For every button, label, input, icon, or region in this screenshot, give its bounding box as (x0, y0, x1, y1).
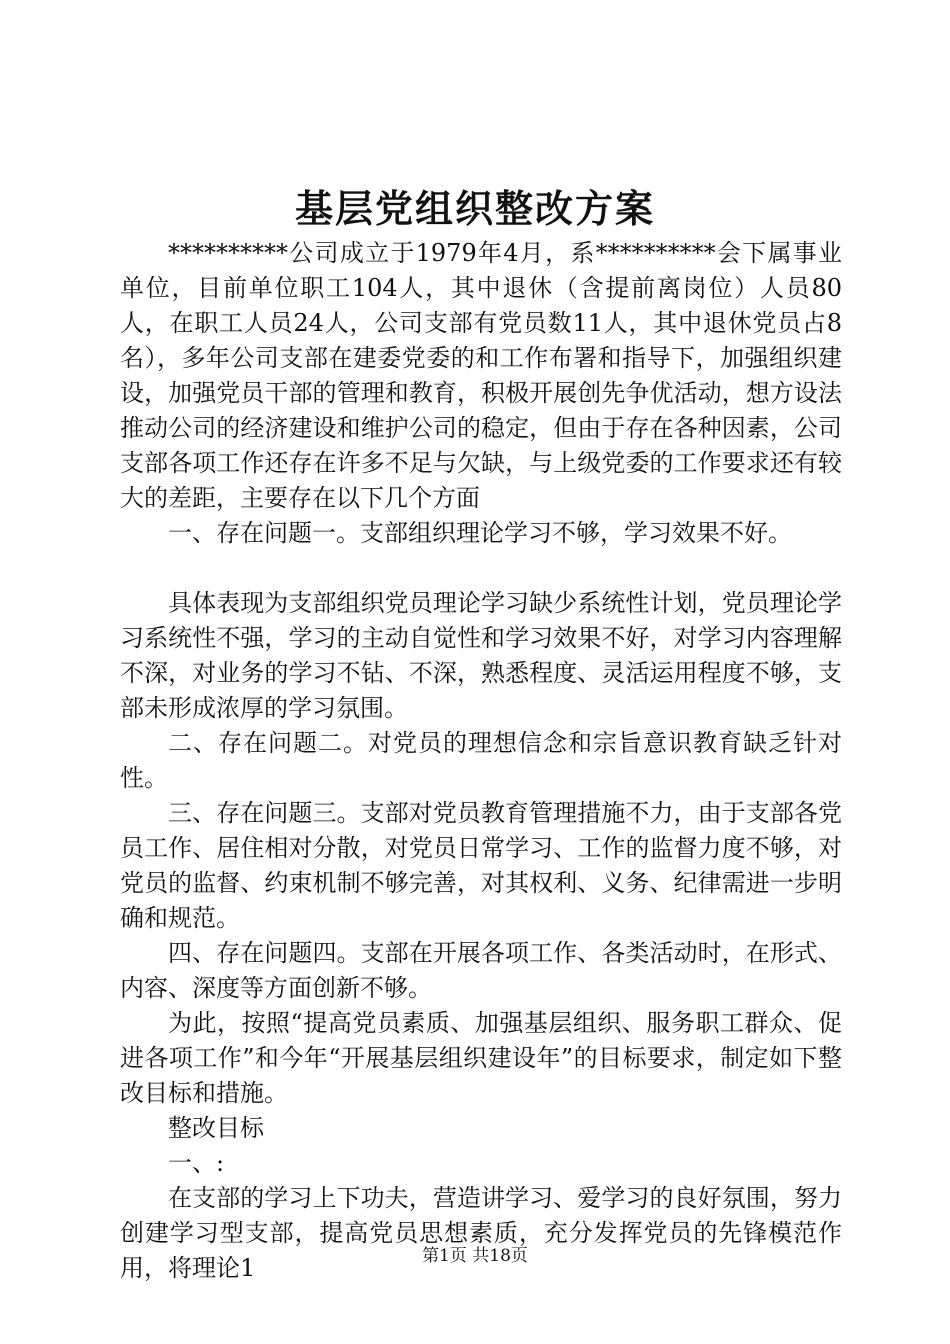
document-title: 基层党组织整改方案 (294, 186, 655, 231)
paragraph-goal-1-detail: 在支部的学习上下功夫，营造讲学习、爱学习的良好氛围，努力创建学习型支部，提高党员思想素质，充分发挥党员的先锋模范作用，将理论1 (120, 1184, 842, 1282)
paragraph-problem-2: 二、存在问题二。对党员的理想信念和宗旨意识教育缺乏针对性。 (120, 729, 842, 792)
paragraph-rectification-basis: 为此，按照“提高党员素质、加强基层组织、服务职工群众、促进各项工作”和今年“开展基层组织建设年”的目标要求，制定如下整改目标和措施。 (120, 1009, 842, 1107)
heading-rectification-goals: 整改目标 (168, 1114, 264, 1142)
paragraph-problem-1: 一、存在问题一。支部组织理论学习不够，学习效果不好。 (168, 519, 792, 547)
paragraph-problem-4: 四、存在问题四。支部在开展各项工作、各类活动时，在形式、内容、深度等方面创新不够。 (120, 939, 842, 1002)
page-number-footer: 第1页 共18页 (422, 1246, 528, 1266)
paragraph-problem-3: 三、存在问题三。支部对党员教育管理措施不力，由于支部各党员工作、居住相对分散，对党员日常学习、工作的监督力度不够，对党员的监督、约束机制不够完善，对其权利、义务、纪律需进一步明确和规范。 (120, 799, 842, 932)
paragraph-problem-1-detail: 具体表现为支部组织党员理论学习缺少系统性计划，党员理论学习系统性不强，学习的主动自觉性和学习效果不好，对学习内容理解不深，对业务的学习不钻、不深，熟悉程度、灵活运用程度不够，支部未形成浓厚的学习氛围。 (120, 589, 842, 722)
paragraph-intro: **********公司成立于1979年4月，系**********会下属事业单位，目前单位职工104人，其中退休（含提前离岗位）人员80人，在职工人员24人，公司支部有党员数11人，其中退休党员占8名），多年公司支部在建委党委的和工作布署和指导下，加强组织建设，加强党员干部的管理和教育，积极开展创先争优活动，想方设法推动公司的经济建设和维护公司的稳定，但由于存在各种因素，公司支部各项工作还存在许多不足与欠缺，与上级党委的工作要求还有较大的差距，主要存在以下几个方面 (120, 239, 842, 512)
document-body (120, 236, 842, 1286)
heading-goal-1: 一、: (168, 1149, 225, 1177)
